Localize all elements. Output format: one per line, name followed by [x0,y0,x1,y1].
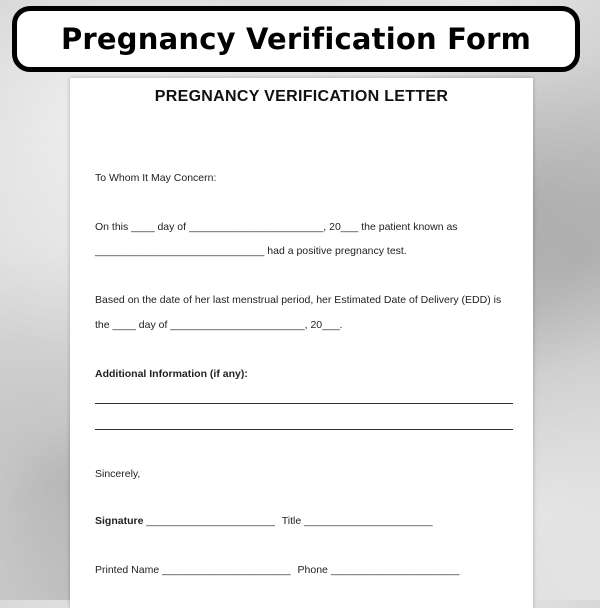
additional-info-line-2 [95,429,513,430]
banner-title: Pregnancy Verification Form [60,22,532,56]
printed-name-label: Printed Name [95,564,160,576]
printed-name-row [95,564,459,576]
document-page [70,78,533,608]
document-title: PREGNANCY VERIFICATION LETTER [154,88,449,105]
title-blank: ______________________ [304,515,433,527]
closing: Sincerely, [95,468,141,480]
salutation: To Whom It May Concern: [95,172,217,184]
edd-intro-line: Based on the date of her last menstrual period, her Estimated Date of Delivery (EDD) is [95,294,502,306]
patient-line: _____________________________ had a positive pregnancy test. [95,245,407,257]
additional-info-label: Additional Information (if any): [95,368,248,380]
additional-info-line-1 [95,403,513,404]
signature-blank: ______________________ [146,515,275,527]
signature-label: Signature [95,515,144,527]
phone-blank: ______________________ [330,564,460,576]
date-line: On this ____ day of _______________________, 20___ the patient known as [95,221,458,233]
phone-label: Phone [297,564,328,576]
banner [12,6,580,72]
printed-name-blank: ______________________ [162,564,291,576]
title-label: Title [281,515,302,527]
edd-date-line: the ____ day of _______________________, 20___. [95,319,343,331]
signature-row [95,515,433,527]
